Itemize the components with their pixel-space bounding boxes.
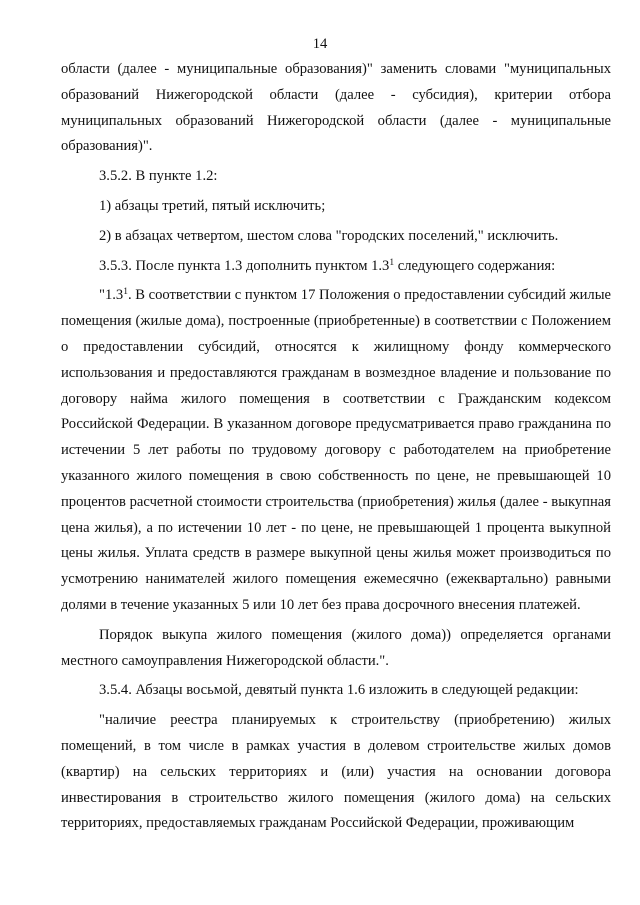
- paragraph-3-5-4: 3.5.4. Абзацы восьмой, девятый пункта 1.6 изложить в следующей редакции:: [99, 682, 579, 699]
- paragraph-3-5-2: 3.5.2. В пункте 1.2:: [99, 168, 218, 185]
- paragraph-text-before: "1.3: [99, 287, 124, 304]
- paragraph-registry: "наличие реестра планируемых к строительству (приобретению) жилых помещений, в том числе в рамках участия в долевом строительстве жилых домов (квартир) на сельских территориях и (или) участия на основании договора инвестирования в строительство жилого помещения (жилого дома) на сельских территориях, предоставляемых гражданам Российской Федерации, проживающим: [61, 712, 611, 832]
- document-body: [61, 57, 611, 837]
- page-number: 14: [312, 36, 328, 52]
- paragraph-3-5-3: [61, 254, 611, 280]
- paragraph-item-1: 1) абзацы третий, пятый исключить;: [99, 197, 326, 214]
- paragraph-continuation: области (далее - муниципальные образования)" заменить словами "муниципальных образований Нижегородской области (далее - субсидия), критерии отбора муниципальных образований Нижегородской области (далее - муниципальные образования)".: [61, 61, 611, 155]
- paragraph-text-before: 3.5.3. После пункта 1.3 дополнить пунктом 1.3: [99, 257, 390, 274]
- superscript: 1: [123, 287, 128, 298]
- paragraph-buyout-order: Порядок выкупа жилого помещения (жилого дома)) определяется органами местного самоуправления Нижегородской области.".: [61, 626, 611, 669]
- paragraph-item-2: 2) в абзацах четвертом, шестом слова "городских поселений," исключить.: [99, 227, 559, 244]
- paragraph-1-3-1: [61, 283, 611, 618]
- paragraph-text-after: . В соответствии с пунктом 17 Положения о предоставлении субсидий жилые помещения (жилые дома), построенные (приобретенные) в соответствии с Положением о предоставлении субсидий, относятся к жилищному фонду коммерческого использования и предоставляются гражданам в возмездное владение и пользование по договору найма жилого помещения в соответствии с Гражданским кодексом Российской Федерации. В указанном договоре предусматривается право гражданина по истечении 5 лет работы по трудовому договору с работодателем на приобретение указанного жилого помещения в свою собственность по цене, не превышающей 10 процентов расчетной стоимости строительства (приобретения) жилья (далее - выкупная цена жилья), а по истечении 10 лет - по цене, не превышающей 1 процента выкупной цены жилья. Уплата средств в размере выкупной цены жилья может производиться по усмотрению нанимателей жилого помещения ежемесячно (ежеквартально) равными долями в течение указанных 5 или 10 лет без права досрочного внесения платежей.: [61, 287, 611, 613]
- superscript: 1: [389, 257, 395, 268]
- paragraph-text-after: следующего содержания:: [394, 257, 556, 274]
